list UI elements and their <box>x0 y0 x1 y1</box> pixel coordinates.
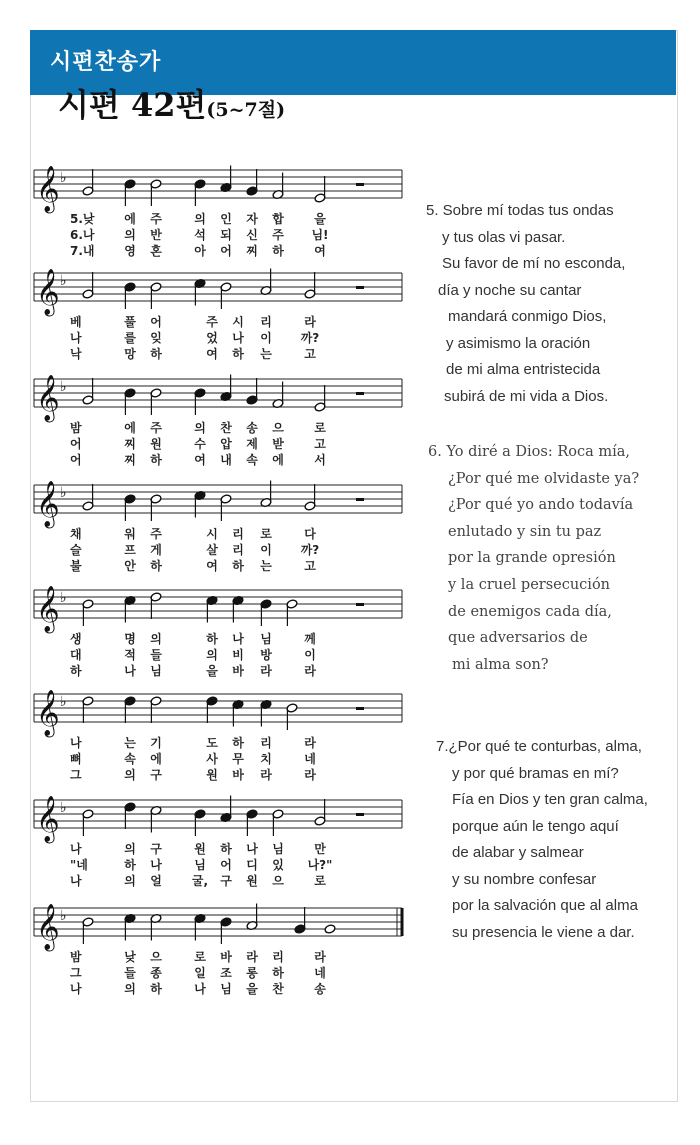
korean-lyric: 여 <box>314 244 326 258</box>
korean-lyric: 하 <box>150 453 162 467</box>
korean-lyric: 디 <box>246 858 258 872</box>
korean-lyric: 까? <box>300 543 320 557</box>
lyric-line: de mi alma entristecida <box>446 361 601 378</box>
korean-lyric: 되 <box>220 228 232 242</box>
treble-clef-icon: 𝄞 <box>36 375 60 421</box>
staff-system <box>34 269 402 362</box>
korean-lyric: 구 <box>150 768 162 782</box>
korean-lyric: 7.내 <box>70 244 95 258</box>
korean-lyric: 여 <box>206 347 218 361</box>
psalm-title-verses: (5~7절) <box>206 99 286 121</box>
korean-lyric: 채 <box>70 527 82 541</box>
korean-lyric: 생 <box>70 632 82 646</box>
flat-sign-icon: ♭ <box>60 170 67 186</box>
korean-lyric: 하 <box>206 632 218 646</box>
korean-lyric: 주 <box>150 212 162 226</box>
lyric-line: que adversarios de <box>448 630 588 647</box>
korean-lyric: 주 <box>150 527 162 541</box>
korean-lyric: 망 <box>124 347 136 361</box>
music-score <box>30 130 410 1100</box>
korean-lyric: 뼈 <box>70 752 82 766</box>
korean-lyric: 합 <box>272 212 284 226</box>
korean-lyric: 어 <box>220 858 232 872</box>
korean-lyric: 의 <box>124 768 136 782</box>
korean-lyric: 고 <box>304 559 316 573</box>
korean-lyric: 라 <box>304 315 316 329</box>
lyric-line: y tus olas vi pasar. <box>442 228 566 246</box>
korean-lyric: 베 <box>70 315 82 329</box>
korean-lyric: 나 <box>232 632 244 646</box>
korean-lyric: 로 <box>194 950 206 964</box>
lyric-line: su presencia le viene a dar. <box>452 923 635 941</box>
korean-lyric: 의 <box>194 421 206 435</box>
korean-lyric: 님! <box>311 228 329 242</box>
korean-lyric: 사 <box>206 752 218 766</box>
lyric-line: y su nombre confesar <box>452 870 597 888</box>
korean-lyric: 대 <box>70 648 82 662</box>
korean-lyric: 석 <box>194 228 206 242</box>
korean-lyric: 일 <box>194 966 206 980</box>
korean-lyric: 님 <box>272 842 284 856</box>
korean-lyric: 무 <box>232 752 244 766</box>
korean-lyric: 찌 <box>124 437 136 451</box>
lyric-line: de enemigos cada día, <box>448 603 612 620</box>
note-head <box>324 924 336 934</box>
korean-lyric: 여 <box>206 559 218 573</box>
korean-lyric: 라 <box>314 950 326 964</box>
korean-lyric: 리 <box>260 736 272 750</box>
korean-lyric: 안 <box>124 559 136 573</box>
korean-lyric: 의 <box>206 648 218 662</box>
lyric-line: por la grande opresión <box>448 550 616 567</box>
korean-lyric: 는 <box>260 347 272 361</box>
korean-lyric: 불 <box>70 559 82 573</box>
korean-lyric: 리 <box>272 950 284 964</box>
korean-lyric: 기 <box>150 736 162 750</box>
korean-lyric: 님 <box>150 664 162 678</box>
korean-lyric: 리 <box>260 315 272 329</box>
korean-lyric: 의 <box>124 228 136 242</box>
staff-system <box>34 690 402 782</box>
korean-lyric: 네 <box>314 966 326 980</box>
korean-lyric: 찌 <box>246 244 258 258</box>
staff-system <box>34 796 402 889</box>
korean-lyric: 나 <box>246 842 258 856</box>
korean-lyric: "네 <box>70 858 88 872</box>
korean-lyric: 서 <box>314 453 326 467</box>
lyric-line: 7.¿Por qué te conturbas, alma, <box>436 738 642 755</box>
korean-lyric: 어 <box>150 315 162 329</box>
korean-lyric: 그 <box>70 768 82 782</box>
korean-lyric: 이 <box>304 648 316 662</box>
korean-lyric: 님 <box>220 982 232 996</box>
korean-lyric: 나 <box>70 736 82 750</box>
korean-lyric: 인 <box>220 212 232 226</box>
lyric-line: y la cruel persecución <box>448 577 611 593</box>
korean-lyric: 주 <box>272 228 284 242</box>
korean-lyric: 원 <box>194 842 206 856</box>
treble-clef-icon: 𝄞 <box>36 690 60 736</box>
korean-lyric: 하 <box>232 559 244 573</box>
korean-lyric: 주 <box>206 315 218 329</box>
korean-lyric: 속 <box>246 453 258 467</box>
lyric-line: de alabar y salmear <box>452 844 584 861</box>
korean-lyric: 들 <box>124 966 136 980</box>
flat-sign-icon: ♭ <box>60 800 67 816</box>
korean-lyric: 속 <box>124 752 136 766</box>
korean-lyric: 에 <box>124 212 136 226</box>
lyric-line: ¿Por qué me olvidaste ya? <box>448 470 640 487</box>
korean-lyric: 내 <box>220 453 232 467</box>
korean-lyric: 는 <box>124 736 136 750</box>
korean-lyric: 하 <box>70 664 82 678</box>
korean-lyric: 밤 <box>70 950 82 964</box>
korean-lyric: 었 <box>206 331 218 345</box>
korean-lyric: 종 <box>150 966 162 980</box>
korean-lyric: 하 <box>150 982 162 996</box>
korean-lyric: 으 <box>150 950 162 964</box>
korean-lyric: 라 <box>260 664 272 678</box>
korean-lyric: 하 <box>150 347 162 361</box>
korean-lyric: 바 <box>220 950 232 964</box>
treble-clef-icon: 𝄞 <box>36 481 60 527</box>
korean-lyric: 으 <box>272 421 284 435</box>
korean-lyric: 의 <box>124 842 136 856</box>
korean-lyric: 고 <box>314 437 326 451</box>
flat-sign-icon: ♭ <box>60 908 67 924</box>
korean-lyric: 의 <box>124 874 136 888</box>
korean-lyric: 로 <box>260 527 272 541</box>
korean-lyric: 워 <box>124 527 136 541</box>
korean-lyric: 의 <box>150 632 162 646</box>
korean-lyric: 밤 <box>70 421 82 435</box>
korean-lyric: 찬 <box>220 421 232 435</box>
korean-lyric: 받 <box>272 437 284 451</box>
korean-lyric: 아 <box>194 244 206 258</box>
lyric-line: Su favor de mí no esconda, <box>442 255 626 272</box>
korean-lyric: 주 <box>150 421 162 435</box>
korean-lyric: 고 <box>304 347 316 361</box>
korean-lyric: 네 <box>304 752 316 766</box>
korean-lyric: 을 <box>314 212 326 226</box>
korean-lyric: 찌 <box>124 453 136 467</box>
korean-lyric: 어 <box>70 453 82 467</box>
korean-lyric: 수 <box>194 437 206 451</box>
lyric-line: 5. Sobre mí todas tus ondas <box>426 202 614 219</box>
korean-lyric: 6.나 <box>70 228 95 242</box>
psalm-title-main: 시편 42편 <box>58 86 207 124</box>
korean-lyric: 바 <box>232 664 244 678</box>
korean-lyric: 원 <box>206 768 218 782</box>
korean-lyric: 구 <box>150 842 162 856</box>
korean-lyric: 라 <box>304 768 316 782</box>
flat-sign-icon: ♭ <box>60 694 67 710</box>
korean-lyric: 원 <box>246 874 258 888</box>
staff-system <box>34 904 402 997</box>
korean-lyric: 신 <box>246 228 258 242</box>
korean-lyric: 슬 <box>70 543 82 557</box>
half-rest-icon <box>356 392 364 395</box>
half-rest-icon <box>356 707 364 710</box>
korean-lyric: 나 <box>70 982 82 996</box>
korean-lyric: 낙 <box>70 347 82 361</box>
korean-lyric: 굴, <box>191 874 209 888</box>
korean-lyric: 바 <box>232 768 244 782</box>
korean-lyric: 으 <box>272 874 284 888</box>
flat-sign-icon: ♭ <box>60 485 67 501</box>
korean-lyric: 라 <box>260 768 272 782</box>
treble-clef-icon: 𝄞 <box>36 796 60 842</box>
korean-lyric: 을 <box>246 982 258 996</box>
korean-lyric: 들 <box>150 648 162 662</box>
flat-sign-icon: ♭ <box>60 590 67 606</box>
korean-lyric: 를 <box>124 331 136 345</box>
treble-clef-icon: 𝄞 <box>36 586 60 632</box>
korean-lyric: 구 <box>220 874 232 888</box>
korean-lyric: 5.낮 <box>70 212 95 226</box>
korean-lyric: 제 <box>246 437 258 451</box>
korean-lyric: 어 <box>220 244 232 258</box>
korean-lyric: 나 <box>70 331 82 345</box>
korean-lyric: 나 <box>150 858 162 872</box>
korean-lyric: 의 <box>124 982 136 996</box>
korean-lyric: 낮 <box>124 950 136 964</box>
lyric-line: día y noche su cantar <box>438 281 582 299</box>
lyric-line: mi alma son? <box>452 656 549 673</box>
korean-lyric: 잊 <box>150 331 162 345</box>
korean-lyric: 혼 <box>150 244 162 258</box>
korean-lyric: 로 <box>314 874 326 888</box>
korean-lyric: 나 <box>70 842 82 856</box>
lyric-line: y por qué bramas en mí? <box>452 764 619 782</box>
korean-lyric: 시 <box>206 527 218 541</box>
korean-lyric: 나 <box>124 664 136 678</box>
korean-lyric: 얼 <box>150 874 162 888</box>
korean-lyric: 적 <box>124 648 136 662</box>
half-rest-icon <box>356 813 364 816</box>
half-rest-icon <box>356 603 364 606</box>
korean-lyric: 나 <box>70 874 82 888</box>
korean-lyric: 다 <box>304 527 316 541</box>
korean-lyric: 그 <box>70 966 82 980</box>
korean-lyric: 님 <box>194 858 206 872</box>
lyric-line: Fía en Dios y ten gran calma, <box>452 791 648 808</box>
korean-lyric: 시 <box>232 315 244 329</box>
treble-clef-icon: 𝄞 <box>36 166 60 212</box>
header-title: 시편찬송가 <box>50 50 162 75</box>
half-rest-icon <box>356 286 364 289</box>
korean-lyric: 있 <box>272 858 284 872</box>
korean-lyric: 하 <box>232 736 244 750</box>
korean-lyric: 조 <box>220 966 232 980</box>
lyric-line: porque aún le tengo aquí <box>452 817 619 835</box>
lyric-line: 6. Yo diré a Dios: Roca mía, <box>428 444 630 460</box>
korean-lyric: 반 <box>150 228 162 242</box>
treble-clef-icon: 𝄞 <box>36 904 60 950</box>
korean-lyric: 게 <box>150 543 162 557</box>
korean-lyric: 어 <box>70 437 82 451</box>
korean-lyric: 을 <box>206 664 218 678</box>
korean-lyric: 송 <box>246 421 258 435</box>
korean-lyric: 하 <box>272 966 284 980</box>
korean-lyric: 여 <box>194 453 206 467</box>
korean-lyric: 라 <box>304 736 316 750</box>
korean-lyric: 라 <box>246 950 258 964</box>
korean-lyric: 치 <box>260 752 272 766</box>
korean-lyric: 하 <box>124 858 136 872</box>
korean-lyric: 에 <box>150 752 162 766</box>
korean-lyric: 에 <box>272 453 284 467</box>
korean-lyric: 살 <box>206 543 218 557</box>
korean-lyric: 에 <box>124 421 136 435</box>
korean-lyric: 찬 <box>272 982 284 996</box>
korean-lyric: 비 <box>232 648 244 662</box>
korean-lyric: 하 <box>272 244 284 258</box>
korean-lyric: 이 <box>260 543 272 557</box>
lyric-line: y asimismo la oración <box>446 334 591 352</box>
treble-clef-icon: 𝄞 <box>36 269 60 315</box>
lyric-line: mandará conmigo Dios, <box>448 308 607 325</box>
staff-system <box>34 586 402 678</box>
korean-lyric: 나?" <box>307 858 333 872</box>
half-rest-icon <box>356 183 364 186</box>
korean-lyric: 리 <box>232 543 244 557</box>
staff-system <box>34 166 402 259</box>
korean-lyric: 송 <box>314 982 326 996</box>
korean-lyric: 이 <box>260 331 272 345</box>
korean-lyric: 로 <box>314 421 326 435</box>
korean-lyric: 하 <box>232 347 244 361</box>
korean-lyric: 하 <box>220 842 232 856</box>
korean-lyric: 자 <box>246 212 258 226</box>
korean-lyric: 나 <box>232 331 244 345</box>
korean-lyric: 영 <box>124 244 136 258</box>
psalm-title <box>58 80 285 126</box>
korean-lyric: 리 <box>232 527 244 541</box>
lyric-line: subirá de mi vida a Dios. <box>444 387 609 405</box>
lyric-line: ¿Por qué yo ando todavía <box>448 497 634 514</box>
korean-lyric: 방 <box>260 648 272 662</box>
korean-lyric: 나 <box>194 982 206 996</box>
korean-lyric: 풀 <box>124 315 136 329</box>
staff-system <box>34 481 402 574</box>
lyric-line: por la salvación que al alma <box>452 897 638 914</box>
staff-system <box>34 375 402 468</box>
korean-lyric: 라 <box>304 664 316 678</box>
korean-lyric: 의 <box>194 212 206 226</box>
flat-sign-icon: ♭ <box>60 379 67 395</box>
korean-lyric: 는 <box>260 559 272 573</box>
korean-lyric: 하 <box>150 559 162 573</box>
flat-sign-icon: ♭ <box>60 273 67 289</box>
korean-lyric: 께 <box>304 632 316 646</box>
korean-lyric: 까? <box>300 331 320 345</box>
korean-lyric: 원 <box>150 437 162 451</box>
lyric-line: enlutado y sin tu paz <box>448 523 602 540</box>
half-rest-icon <box>356 498 364 501</box>
korean-lyric: 님 <box>260 632 272 646</box>
korean-lyric: 롱 <box>246 966 258 980</box>
korean-lyric: 만 <box>314 842 326 856</box>
korean-lyric: 도 <box>206 736 218 750</box>
korean-lyric: 압 <box>220 437 232 451</box>
korean-lyric: 명 <box>124 632 136 646</box>
korean-lyric: 프 <box>124 543 136 557</box>
